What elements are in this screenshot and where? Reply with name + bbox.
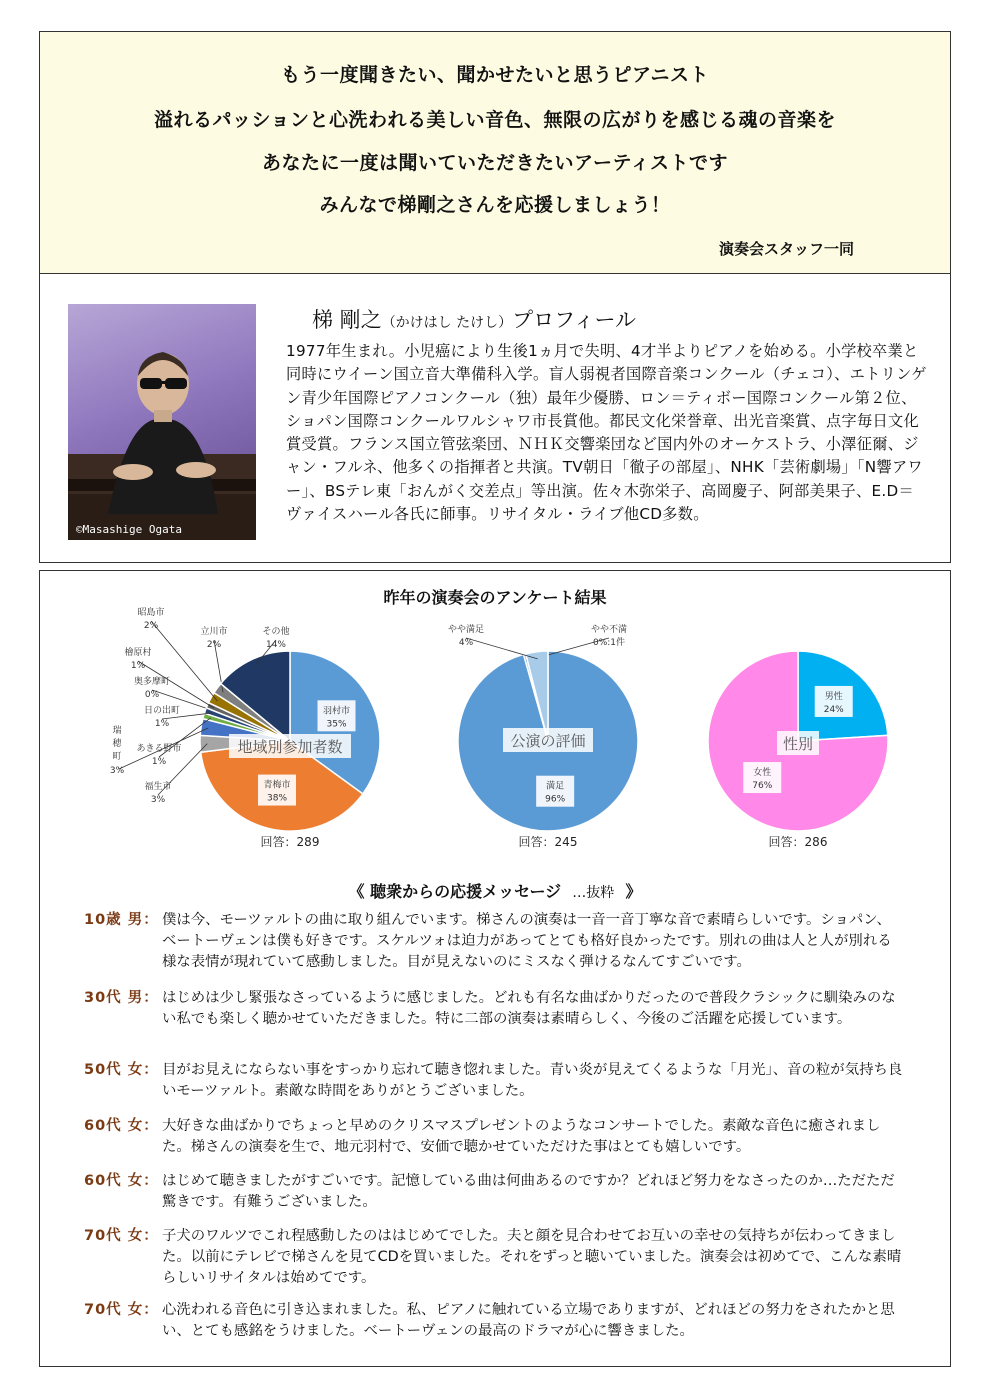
- pie-outer-label: 奥多摩町: [133, 677, 171, 687]
- pie-chart-region: [110, 606, 380, 849]
- message-text: 子犬のワルツでこれ程感動したのははじめてでした。夫と顔を見合わせてお互いの幸せの気持ちが伝わってきました。以前にテレビで梯さんを見てCDを買いました。それをずっと聴いていました。演奏会は初めてで、こんな素晴らしいリサイタルは始めてです。: [162, 1228, 902, 1286]
- pie-outer-label-char: 瑞: [112, 726, 122, 736]
- pie-outer-value: 4%: [458, 638, 474, 648]
- pie-slice-label: 青梅市: [263, 780, 291, 791]
- message-text: はじめて聴きましたがすごいです。記憶している曲は何曲あるのですか？どれほど努力をなさったのか…ただただ驚きです。有難うございました。: [162, 1173, 895, 1210]
- message-text: 心洗われる音色に引き込まれました。私、ピアノに触れている立場でありますが、どれほどの努力をされたかと思い、とても感銘をうけました。ベートーヴェンの最高のドラマが心に響きました。: [162, 1302, 895, 1339]
- pie-outer-label: 昭島市: [137, 608, 165, 618]
- pie-outer-label: 福生市: [144, 782, 172, 792]
- pie-slice-value: 38%: [267, 793, 288, 804]
- message-author: 30代 男：: [84, 990, 159, 1006]
- pie-outer-value: 0%: [144, 690, 160, 700]
- pie-outer-label: やや不満: [590, 625, 628, 635]
- message-item: [84, 910, 904, 973]
- message-item: [84, 1300, 904, 1342]
- pie-outer-label: 立川市: [200, 627, 228, 637]
- pie-outer-label-char: 町: [112, 752, 122, 762]
- message-text: はじめは少し緊張なさっているように感じました。どれも有名な曲ばかりだったので普段クラシックに馴染みのない私でも楽しく聴かせていただきました。特に二部の演奏は素晴らしく、今後のご活躍を応援しています。: [162, 990, 896, 1027]
- pie-chart-gender: [708, 651, 888, 849]
- profile-heading: プロフィール: [512, 308, 637, 332]
- profile-title: [312, 304, 636, 334]
- messages-title: [40, 879, 950, 902]
- pie-outer-value: 0%:1件: [592, 638, 626, 648]
- chart-response-count: 回答：286: [768, 835, 828, 849]
- intro-line-3: あなたに一度は聞いていただきたいアーティストです: [262, 152, 728, 174]
- pie-slice-value: 76%: [752, 781, 773, 792]
- message-author: 70代 女：: [84, 1302, 159, 1318]
- message-author: 70代 女：: [84, 1228, 159, 1244]
- message-author: 60代 女：: [84, 1173, 159, 1189]
- messages-title-end: 》: [625, 882, 642, 901]
- pie-slice-label: 満足: [546, 781, 565, 792]
- message-item: [84, 1060, 904, 1102]
- photo-credit: ©Masashige Ogata: [76, 523, 182, 536]
- survey-box: [39, 570, 951, 1367]
- pie-outer-label: 日の出町: [143, 706, 181, 716]
- message-author: 50代 女：: [84, 1062, 159, 1078]
- message-text: 僕は今、モーツァルトの曲に取り組んでいます。梯さんの演奏は一音一音丁寧な音で素晴らしいです。ショパン、ベートーヴェンは僕も好きです。スケルツォは迫力があってとても格好良かったです。別れの曲は人と人が別れる様な表情が現れていて感動しました。目が見えないのにミスなく弾けるなんてすごいです。: [162, 912, 892, 970]
- pie-outer-value: 1%: [154, 719, 170, 729]
- artist-photo-illustration: [68, 304, 256, 540]
- pie-slice-label: 男性: [824, 691, 843, 702]
- intro-signature: 演奏会スタッフ一同: [718, 240, 854, 258]
- pie-outer-value: 14%: [265, 640, 287, 650]
- pie-slice-value: 96%: [545, 794, 566, 805]
- intro-box: [39, 31, 951, 274]
- pie-outer-value: 1%: [130, 661, 146, 671]
- message-item: [84, 1226, 904, 1289]
- pie-slice-label: 羽村市: [323, 706, 351, 717]
- chart-response-count: 回答：289: [260, 835, 320, 849]
- chart-center-label: 公演の評価: [510, 732, 586, 750]
- messages-title-extract: …抜粋: [572, 885, 615, 901]
- pie-slice-value: 35%: [326, 719, 347, 730]
- pie-outer-label-char: 穂: [112, 739, 122, 749]
- pie-outer-value: 2%: [143, 621, 159, 631]
- artist-reading: （かけはし たけし）: [381, 315, 513, 331]
- message-item: [84, 988, 904, 1030]
- artist-name: 梯 剛之: [312, 308, 382, 332]
- intro-line-4: みんなで梯剛之さんを応援しましょう！: [319, 194, 671, 216]
- message-text: 目がお見えにならない事をすっかり忘れて聴き惚れました。青い炎が見えてくるような「月光」、音の粒が気持ち良いモーツァルト。素敵な時間をありがとうございました。: [162, 1062, 903, 1099]
- message-text: 大好きな曲ばかりでちょっと早めのクリスマスプレゼントのようなコンサートでした。素敵な音色に癒されました。梯さんの演奏を生で、地元羽村で、安価で聴かせていただけた事はとても嬉しいです。: [162, 1118, 881, 1155]
- chart-center-label: 性別: [782, 735, 814, 753]
- intro-line-1: もう一度聞きたい、聞かせたいと思うピアニスト: [280, 64, 710, 86]
- pie-outer-label: 檜原村: [124, 648, 152, 658]
- chart-center-label: 地域別参加者数: [237, 738, 343, 756]
- pie-outer-value: 1%: [151, 757, 167, 767]
- message-author: 60代 女：: [84, 1118, 159, 1134]
- message-author: 10歳 男：: [84, 912, 159, 928]
- messages-title-main: 《 聴衆からの応援メッセージ: [348, 882, 562, 901]
- pie-outer-label: その他: [262, 627, 290, 637]
- pie-slice-label: 女性: [753, 768, 772, 779]
- pie-outer-label: やや満足: [447, 625, 485, 635]
- survey-charts: [40, 571, 950, 861]
- artist-photo: [68, 304, 256, 540]
- message-item: [84, 1171, 904, 1213]
- pie-chart-evaluation: [448, 623, 638, 849]
- pie-leader-line: [466, 638, 538, 659]
- intro-line-2: 溢れるパッションと心洗われる美しい音色、無限の広がりを感じる魂の音楽を: [153, 109, 837, 131]
- pie-outer-label: あきる野市: [136, 744, 182, 754]
- pie-outer-value: 3%: [150, 795, 166, 805]
- survey-title: 昨年の演奏会のアンケート結果: [383, 588, 607, 607]
- profile-box: [39, 273, 951, 563]
- profile-body: 1977年生まれ。小児癌により生後1ヵ月で失明、4才半よりピアノを始める。小学校卒業と同時にウイーン国立音大準備科入学。盲人弱視者国際音楽コンクール（チェコ）、エトリンゲン青少年国際ピアノコンクール（独）最年少優勝、ロン＝ティボー国際コンクール第２位、ショパン国際コンクールワルシャワ市長賞他。都民文化栄誉章、出光音楽賞、点字毎日文化賞受賞。フランス国立管弦楽団、ＮＨＫ交響楽団など国内外のオーケストラ、小澤征爾、ジャン・フルネ、他多くの指揮者と共演。TV朝日「徹子の部屋」、NHK「芸術劇場」「N響アワー」、BSテレ東「おんがく交差点」等出演。佐々木弥栄子、高岡慶子、阿部美果子、E.D＝ヴァイスハール各氏に師事。リサイタル・ライブ他CD多数。: [286, 342, 927, 524]
- message-item: [84, 1116, 904, 1158]
- pie-outer-value: 3%: [109, 766, 125, 776]
- pie-outer-value: 2%: [206, 640, 222, 650]
- chart-response-count: 回答：245: [518, 835, 578, 849]
- pie-slice-value: 24%: [823, 704, 844, 715]
